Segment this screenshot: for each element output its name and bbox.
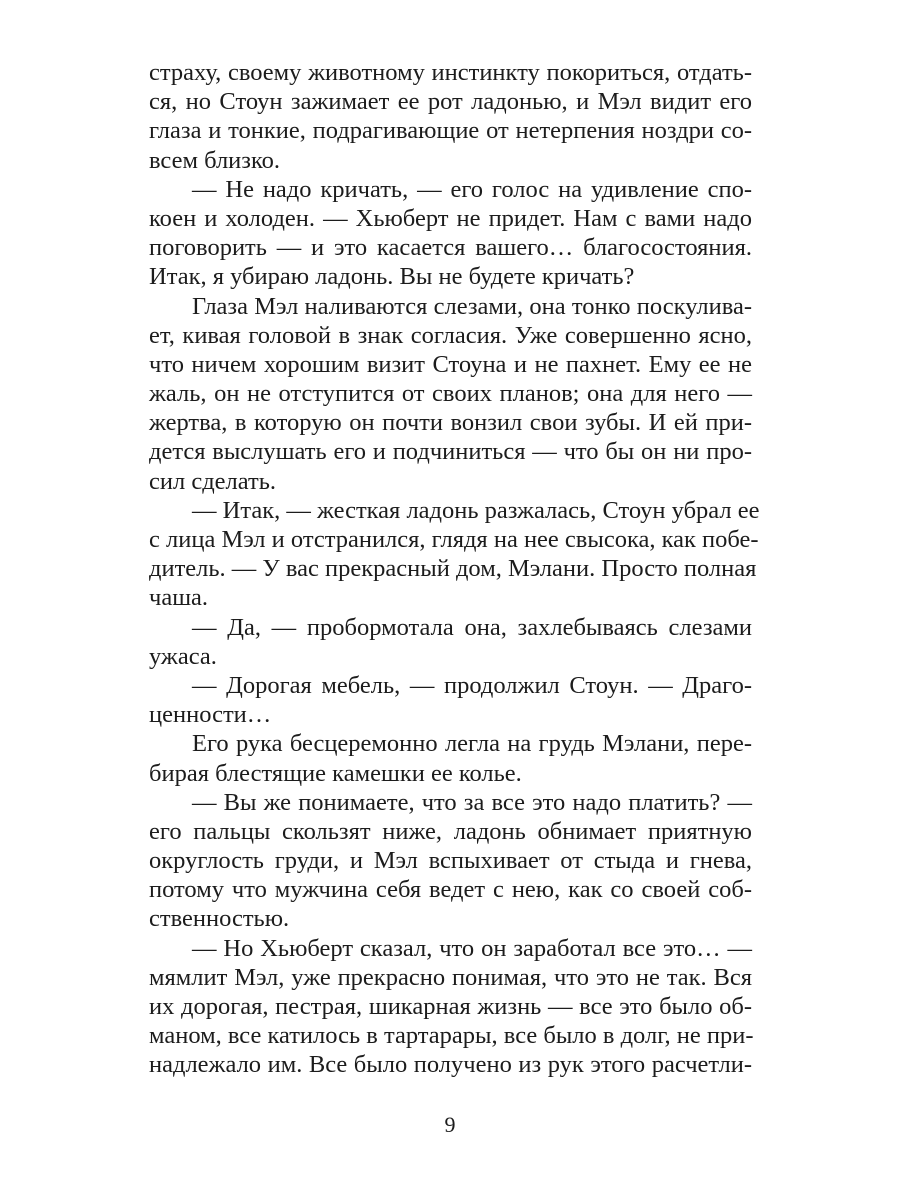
paragraph [149,58,752,175]
paragraph [149,671,752,729]
text-line: всем близко. [149,146,281,174]
page-number: 9 [444,1112,456,1137]
text-line: округлость груди, и Мэл вспыхивает от стыда и гнева, [149,847,752,875]
text-line: глаза и тонкие, подрагивающие от нетерпения ноздри со- [149,117,752,145]
paragraph [149,729,752,787]
paragraph [149,175,752,292]
paragraph [149,613,752,671]
text-line: потому что мужчина себя ведет с нею, как со своей соб- [149,876,752,904]
text-line: Итак, я убираю ладонь. Вы не будете кричать? [149,263,635,291]
text-line: маном, все катилось в тартарары, все было в долг, не при- [149,1022,754,1050]
text-line: — Не надо кричать, — его голос на удивление спо- [192,175,752,203]
text-line: ет, кивая головой в знак согласия. Уже совершенно ясно, [149,321,752,349]
text-line: — Но Хьюберт сказал, что он заработал все это… — [192,934,752,962]
text-line: с лица Мэл и отстранился, глядя на нее свысока, как побе- [149,526,759,553]
text-line: сил сделать. [149,467,277,495]
text-line: его пальцы скользят ниже, ладонь обнимает приятную [149,817,752,845]
text-line: — Да, — пробормотала она, захлебываясь слезами [192,613,752,641]
text-line: — Итак, — жесткая ладонь разжалась, Стоун убрал ее [192,496,760,524]
text-line: дется выслушать его и подчиниться — что бы он ни про- [149,438,752,466]
text-line: надлежало им. Все было получено из рук этого расчетли- [149,1051,752,1079]
text-line: — Вы же понимаете, что за все это надо платить? — [192,788,752,816]
text-line: ценности… [149,701,272,729]
text-line: жаль, он не отступится от своих планов; она для него — [149,380,752,408]
text-line: дитель. — У вас прекрасный дом, Мэлани. Просто полная [149,555,757,583]
text-line: поговорить — и это касается вашего… благосостояния. [149,234,752,262]
paragraph [149,788,752,934]
text-line: — Дорогая мебель, — продолжил Стоун. — Драго- [192,671,752,699]
paragraph [149,934,752,1080]
text-line: страху, своему животному инстинкту покориться, отдать- [149,59,752,86]
text-line: Глаза Мэл наливаются слезами, она тонко поскулива- [192,292,752,320]
text-line: мямлит Мэл, уже прекрасно понимая, что это не так. Вся [149,963,752,991]
text-line: Его рука бесцеремонно легла на грудь Мэлани, пере- [192,730,752,758]
text-line: ужаса. [149,642,217,670]
text-line: бирая блестящие камешки ее колье. [149,759,522,787]
paragraph [149,496,760,613]
text-line: их дорогая, пестрая, шикарная жизнь — все это было об- [149,993,752,1020]
text-line: коен и холоден. — Хьюберт не придет. Нам с вами надо [149,204,752,232]
text-line: что ничем хорошим визит Стоуна и не пахнет. Ему ее не [149,350,752,378]
body-text [149,58,760,1080]
text-line: ственностью. [149,905,290,933]
text-line: ся, но Стоун зажимает ее рот ладонью, и Мэл видит его [149,88,752,116]
text-line: жертва, в которую он почти вонзил свои зубы. И ей при- [149,409,752,437]
text-line: чаша. [149,584,209,612]
paragraph [149,292,752,496]
